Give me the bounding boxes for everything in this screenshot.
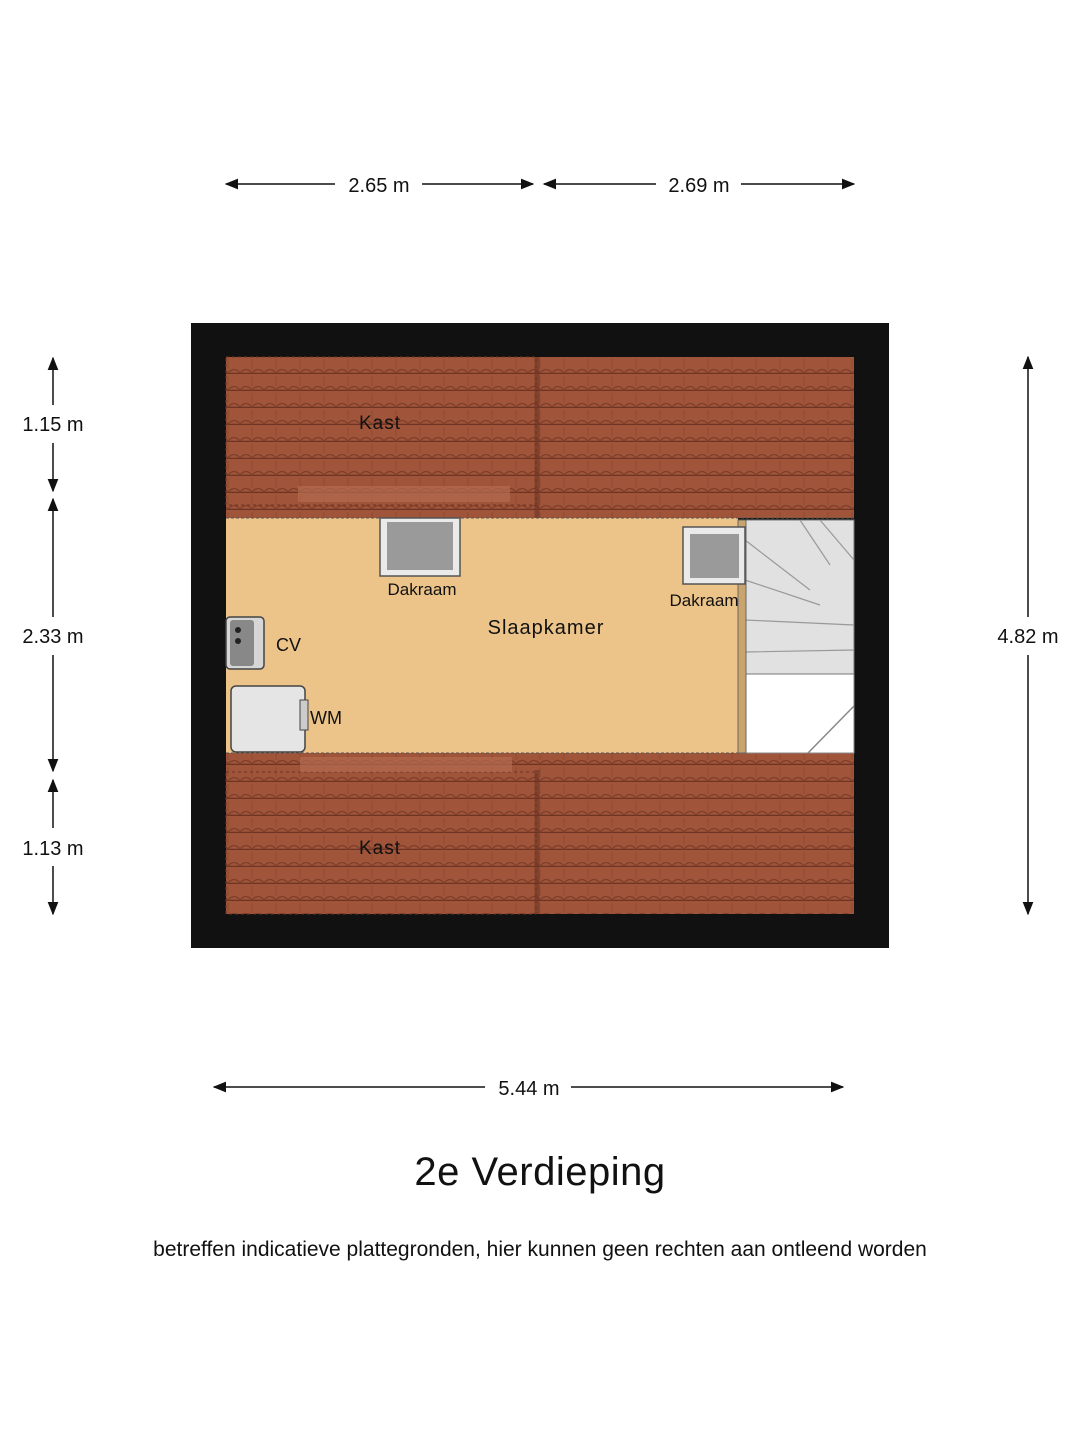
dim-top-left-label: 2.65 m bbox=[348, 175, 410, 197]
dim-bottom-label: 5.44 m bbox=[498, 1078, 560, 1100]
kast-top-label: Kast bbox=[358, 413, 402, 434]
cv-boiler bbox=[226, 617, 264, 669]
staircase bbox=[738, 520, 854, 753]
dim-top-right-label: 2.69 m bbox=[668, 175, 730, 197]
disclaimer-text: betreffen indicatieve plattegronden, hier kunnen geen rechten aan ontleend worden bbox=[153, 1238, 927, 1261]
kast-bottom-label: Kast bbox=[358, 838, 402, 859]
dakraam-left-label: Dakraam bbox=[387, 580, 457, 599]
dim-left-top-label: 1.15 m bbox=[22, 414, 84, 436]
dakraam-right-window bbox=[683, 527, 745, 584]
slaapkamer-label: Slaapkamer bbox=[487, 617, 605, 639]
roof-bottom bbox=[226, 753, 854, 914]
dim-left-middle-label: 2.33 m bbox=[22, 626, 84, 648]
dakraam-left-window bbox=[380, 518, 460, 576]
dakraam-right-label: Dakraam bbox=[669, 591, 739, 610]
kast-bottom-door bbox=[300, 757, 512, 772]
page-title: 2e Verdieping bbox=[414, 1150, 666, 1194]
kast-top-door bbox=[298, 486, 510, 502]
wm-label: WM bbox=[310, 708, 342, 728]
washing-machine bbox=[231, 686, 308, 752]
cv-label: CV bbox=[276, 635, 302, 655]
dim-left-bottom-label: 1.13 m bbox=[22, 838, 84, 860]
dim-right-label: 4.82 m bbox=[997, 626, 1059, 648]
